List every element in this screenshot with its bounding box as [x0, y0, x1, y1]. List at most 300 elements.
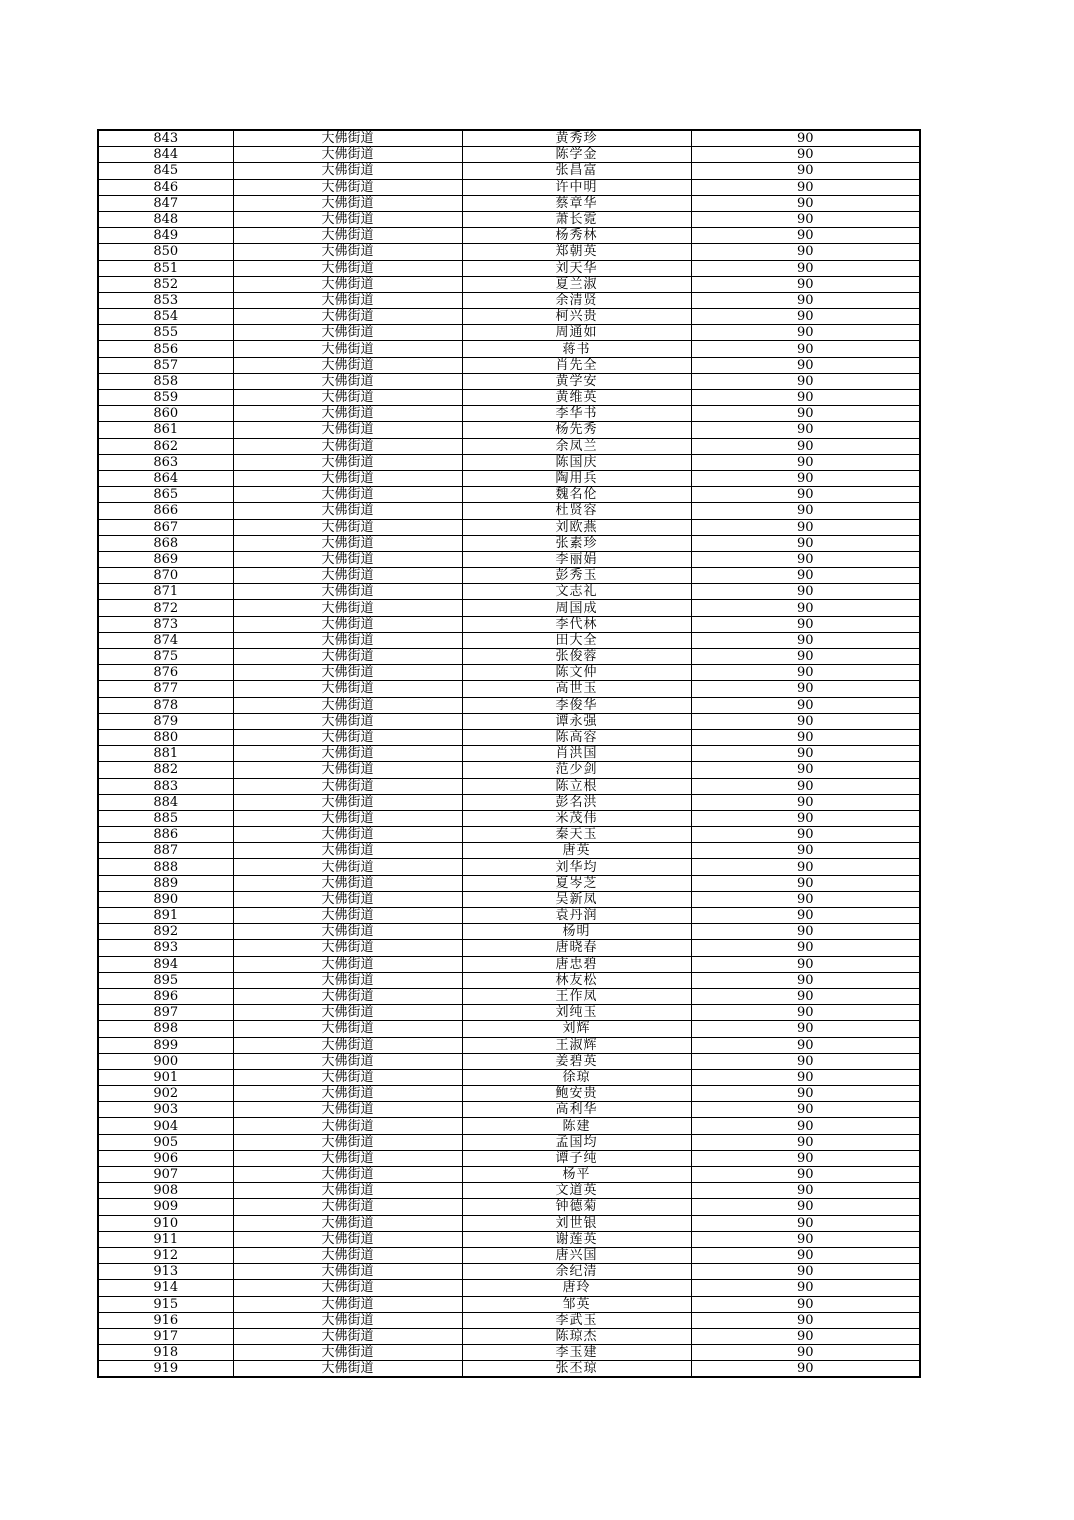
table-row [98, 1053, 920, 1069]
amount-cell: 90 [691, 875, 920, 891]
name-cell: 周通如 [462, 325, 691, 341]
amount-cell: 90 [691, 535, 920, 551]
table-row [98, 1361, 920, 1378]
street-cell: 大佛街道 [233, 195, 462, 211]
table-row [98, 373, 920, 389]
row-number-cell: 892 [98, 924, 233, 940]
name-cell: 徐琼 [462, 1069, 691, 1085]
row-number-cell: 857 [98, 357, 233, 373]
name-cell: 秦天玉 [462, 827, 691, 843]
amount-cell: 90 [691, 1345, 920, 1361]
street-cell: 大佛街道 [233, 616, 462, 632]
street-cell: 大佛街道 [233, 390, 462, 406]
row-number-cell: 907 [98, 1167, 233, 1183]
street-cell: 大佛街道 [233, 1086, 462, 1102]
name-cell: 陈琼杰 [462, 1328, 691, 1344]
row-number-cell: 849 [98, 228, 233, 244]
table-row [98, 1086, 920, 1102]
name-cell: 张素珍 [462, 535, 691, 551]
row-number-cell: 915 [98, 1296, 233, 1312]
table-row [98, 584, 920, 600]
amount-cell: 90 [691, 1086, 920, 1102]
name-cell: 黄学安 [462, 373, 691, 389]
table-row [98, 1005, 920, 1021]
name-cell: 张丕琼 [462, 1361, 691, 1378]
amount-cell: 90 [691, 260, 920, 276]
row-number-cell: 910 [98, 1215, 233, 1231]
street-cell: 大佛街道 [233, 762, 462, 778]
amount-cell: 90 [691, 584, 920, 600]
table-row [98, 843, 920, 859]
street-cell: 大佛街道 [233, 325, 462, 341]
street-cell: 大佛街道 [233, 179, 462, 195]
name-cell: 李俊华 [462, 697, 691, 713]
table-row [98, 1215, 920, 1231]
row-number-cell: 856 [98, 341, 233, 357]
row-number-cell: 881 [98, 746, 233, 762]
name-cell: 李华书 [462, 406, 691, 422]
name-cell: 周国成 [462, 600, 691, 616]
amount-cell: 90 [691, 276, 920, 292]
street-cell: 大佛街道 [233, 940, 462, 956]
street-cell: 大佛街道 [233, 551, 462, 567]
row-number-cell: 847 [98, 195, 233, 211]
row-number-cell: 876 [98, 665, 233, 681]
street-cell: 大佛街道 [233, 1037, 462, 1053]
name-cell: 王淑辉 [462, 1037, 691, 1053]
amount-cell: 90 [691, 470, 920, 486]
row-number-cell: 865 [98, 487, 233, 503]
table-row [98, 487, 920, 503]
row-number-cell: 916 [98, 1312, 233, 1328]
table-row [98, 551, 920, 567]
street-cell: 大佛街道 [233, 357, 462, 373]
row-number-cell: 846 [98, 179, 233, 195]
name-cell: 杨先秀 [462, 422, 691, 438]
name-cell: 唐晓春 [462, 940, 691, 956]
roster-table [97, 129, 921, 1378]
amount-cell: 90 [691, 924, 920, 940]
amount-cell: 90 [691, 454, 920, 470]
row-number-cell: 909 [98, 1199, 233, 1215]
amount-cell: 90 [691, 390, 920, 406]
table-row [98, 535, 920, 551]
row-number-cell: 862 [98, 438, 233, 454]
amount-cell: 90 [691, 843, 920, 859]
table-row [98, 1312, 920, 1328]
name-cell: 钟德菊 [462, 1199, 691, 1215]
row-number-cell: 882 [98, 762, 233, 778]
table-row [98, 503, 920, 519]
name-cell: 陈学金 [462, 147, 691, 163]
name-cell: 姜碧英 [462, 1053, 691, 1069]
row-number-cell: 888 [98, 859, 233, 875]
table-row [98, 908, 920, 924]
name-cell: 刘华均 [462, 859, 691, 875]
street-cell: 大佛街道 [233, 1215, 462, 1231]
row-number-cell: 912 [98, 1247, 233, 1263]
row-number-cell: 913 [98, 1264, 233, 1280]
amount-cell: 90 [691, 519, 920, 535]
table-row [98, 1328, 920, 1344]
row-number-cell: 869 [98, 551, 233, 567]
row-number-cell: 860 [98, 406, 233, 422]
name-cell: 张昌富 [462, 163, 691, 179]
table-row [98, 600, 920, 616]
row-number-cell: 879 [98, 713, 233, 729]
row-number-cell: 870 [98, 568, 233, 584]
amount-cell: 90 [691, 956, 920, 972]
name-cell: 陈高容 [462, 729, 691, 745]
street-cell: 大佛街道 [233, 309, 462, 325]
street-cell: 大佛街道 [233, 891, 462, 907]
table-row [98, 616, 920, 632]
name-cell: 余纪清 [462, 1264, 691, 1280]
name-cell: 杜贤容 [462, 503, 691, 519]
name-cell: 蒋书 [462, 341, 691, 357]
name-cell: 杨平 [462, 1167, 691, 1183]
amount-cell: 90 [691, 1231, 920, 1247]
name-cell: 谭子纯 [462, 1150, 691, 1166]
amount-cell: 90 [691, 228, 920, 244]
row-number-cell: 914 [98, 1280, 233, 1296]
amount-cell: 90 [691, 147, 920, 163]
amount-cell: 90 [691, 406, 920, 422]
row-number-cell: 885 [98, 810, 233, 826]
name-cell: 陈文仲 [462, 665, 691, 681]
row-number-cell: 900 [98, 1053, 233, 1069]
name-cell: 陈立根 [462, 778, 691, 794]
street-cell: 大佛街道 [233, 454, 462, 470]
table-row [98, 130, 920, 147]
row-number-cell: 906 [98, 1150, 233, 1166]
name-cell: 余凤兰 [462, 438, 691, 454]
amount-cell: 90 [691, 1069, 920, 1085]
street-cell: 大佛街道 [233, 1005, 462, 1021]
row-number-cell: 896 [98, 988, 233, 1004]
row-number-cell: 850 [98, 244, 233, 260]
street-cell: 大佛街道 [233, 875, 462, 891]
name-cell: 刘纯玉 [462, 1005, 691, 1021]
amount-cell: 90 [691, 1005, 920, 1021]
table-row [98, 276, 920, 292]
amount-cell: 90 [691, 1247, 920, 1263]
street-cell: 大佛街道 [233, 422, 462, 438]
street-cell: 大佛街道 [233, 438, 462, 454]
amount-cell: 90 [691, 632, 920, 648]
row-number-cell: 864 [98, 470, 233, 486]
table-row [98, 1021, 920, 1037]
amount-cell: 90 [691, 600, 920, 616]
street-cell: 大佛街道 [233, 665, 462, 681]
name-cell: 唐英 [462, 843, 691, 859]
name-cell: 魏名伦 [462, 487, 691, 503]
row-number-cell: 908 [98, 1183, 233, 1199]
street-cell: 大佛街道 [233, 924, 462, 940]
name-cell: 鲍安贵 [462, 1086, 691, 1102]
row-number-cell: 883 [98, 778, 233, 794]
name-cell: 李丽娟 [462, 551, 691, 567]
street-cell: 大佛街道 [233, 1021, 462, 1037]
row-number-cell: 904 [98, 1118, 233, 1134]
street-cell: 大佛街道 [233, 649, 462, 665]
table-row [98, 568, 920, 584]
street-cell: 大佛街道 [233, 697, 462, 713]
table-row [98, 940, 920, 956]
name-cell: 陶用兵 [462, 470, 691, 486]
table-row [98, 1264, 920, 1280]
amount-cell: 90 [691, 551, 920, 567]
row-number-cell: 890 [98, 891, 233, 907]
table-row [98, 228, 920, 244]
table-row [98, 891, 920, 907]
name-cell: 李代林 [462, 616, 691, 632]
street-cell: 大佛街道 [233, 406, 462, 422]
row-number-cell: 867 [98, 519, 233, 535]
row-number-cell: 844 [98, 147, 233, 163]
amount-cell: 90 [691, 1150, 920, 1166]
table-row [98, 1183, 920, 1199]
row-number-cell: 859 [98, 390, 233, 406]
roster-table-body [98, 130, 920, 1377]
amount-cell: 90 [691, 859, 920, 875]
table-row [98, 244, 920, 260]
table-row [98, 438, 920, 454]
amount-cell: 90 [691, 665, 920, 681]
street-cell: 大佛街道 [233, 163, 462, 179]
street-cell: 大佛街道 [233, 211, 462, 227]
table-row [98, 1037, 920, 1053]
name-cell: 邹英 [462, 1296, 691, 1312]
amount-cell: 90 [691, 487, 920, 503]
name-cell: 夏兰淑 [462, 276, 691, 292]
street-cell: 大佛街道 [233, 843, 462, 859]
row-number-cell: 875 [98, 649, 233, 665]
amount-cell: 90 [691, 1167, 920, 1183]
table-row [98, 1280, 920, 1296]
amount-cell: 90 [691, 616, 920, 632]
street-cell: 大佛街道 [233, 729, 462, 745]
table-row [98, 1069, 920, 1085]
amount-cell: 90 [691, 1021, 920, 1037]
street-cell: 大佛街道 [233, 470, 462, 486]
amount-cell: 90 [691, 357, 920, 373]
row-number-cell: 919 [98, 1361, 233, 1378]
amount-cell: 90 [691, 130, 920, 147]
amount-cell: 90 [691, 292, 920, 308]
street-cell: 大佛街道 [233, 276, 462, 292]
table-row [98, 147, 920, 163]
name-cell: 李武玉 [462, 1312, 691, 1328]
amount-cell: 90 [691, 1134, 920, 1150]
name-cell: 高利华 [462, 1102, 691, 1118]
name-cell: 袁丹润 [462, 908, 691, 924]
table-row [98, 470, 920, 486]
table-row [98, 454, 920, 470]
table-row [98, 519, 920, 535]
table-row [98, 211, 920, 227]
table-row [98, 341, 920, 357]
table-row [98, 1296, 920, 1312]
amount-cell: 90 [691, 810, 920, 826]
name-cell: 杨明 [462, 924, 691, 940]
name-cell: 吴新凤 [462, 891, 691, 907]
row-number-cell: 891 [98, 908, 233, 924]
name-cell: 王作凤 [462, 988, 691, 1004]
amount-cell: 90 [691, 422, 920, 438]
amount-cell: 90 [691, 503, 920, 519]
table-row [98, 1134, 920, 1150]
amount-cell: 90 [691, 1183, 920, 1199]
table-row [98, 1345, 920, 1361]
street-cell: 大佛街道 [233, 810, 462, 826]
street-cell: 大佛街道 [233, 681, 462, 697]
street-cell: 大佛街道 [233, 584, 462, 600]
table-row [98, 827, 920, 843]
name-cell: 许中明 [462, 179, 691, 195]
amount-cell: 90 [691, 244, 920, 260]
name-cell: 夏岑芝 [462, 875, 691, 891]
table-row [98, 260, 920, 276]
name-cell: 高世玉 [462, 681, 691, 697]
amount-cell: 90 [691, 1037, 920, 1053]
name-cell: 米茂伟 [462, 810, 691, 826]
table-row [98, 195, 920, 211]
amount-cell: 90 [691, 1280, 920, 1296]
amount-cell: 90 [691, 972, 920, 988]
street-cell: 大佛街道 [233, 1247, 462, 1263]
amount-cell: 90 [691, 778, 920, 794]
street-cell: 大佛街道 [233, 1264, 462, 1280]
row-number-cell: 905 [98, 1134, 233, 1150]
table-row [98, 1118, 920, 1134]
row-number-cell: 852 [98, 276, 233, 292]
row-number-cell: 902 [98, 1086, 233, 1102]
street-cell: 大佛街道 [233, 519, 462, 535]
name-cell: 刘欧燕 [462, 519, 691, 535]
table-row [98, 357, 920, 373]
street-cell: 大佛街道 [233, 535, 462, 551]
street-cell: 大佛街道 [233, 1328, 462, 1344]
name-cell: 黄维英 [462, 390, 691, 406]
row-number-cell: 855 [98, 325, 233, 341]
street-cell: 大佛街道 [233, 778, 462, 794]
row-number-cell: 874 [98, 632, 233, 648]
street-cell: 大佛街道 [233, 1150, 462, 1166]
row-number-cell: 878 [98, 697, 233, 713]
name-cell: 谭永强 [462, 713, 691, 729]
amount-cell: 90 [691, 373, 920, 389]
table-row [98, 988, 920, 1004]
amount-cell: 90 [691, 325, 920, 341]
street-cell: 大佛街道 [233, 503, 462, 519]
row-number-cell: 894 [98, 956, 233, 972]
name-cell: 李玉建 [462, 1345, 691, 1361]
row-number-cell: 899 [98, 1037, 233, 1053]
row-number-cell: 863 [98, 454, 233, 470]
table-row [98, 778, 920, 794]
amount-cell: 90 [691, 1102, 920, 1118]
row-number-cell: 903 [98, 1102, 233, 1118]
name-cell: 唐兴国 [462, 1247, 691, 1263]
table-row [98, 292, 920, 308]
name-cell: 黄秀珍 [462, 130, 691, 147]
table-row [98, 924, 920, 940]
row-number-cell: 873 [98, 616, 233, 632]
name-cell: 林友松 [462, 972, 691, 988]
street-cell: 大佛街道 [233, 1134, 462, 1150]
street-cell: 大佛街道 [233, 827, 462, 843]
street-cell: 大佛街道 [233, 1053, 462, 1069]
amount-cell: 90 [691, 697, 920, 713]
row-number-cell: 887 [98, 843, 233, 859]
table-row [98, 649, 920, 665]
amount-cell: 90 [691, 891, 920, 907]
row-number-cell: 868 [98, 535, 233, 551]
row-number-cell: 853 [98, 292, 233, 308]
name-cell: 张俊蓉 [462, 649, 691, 665]
row-number-cell: 889 [98, 875, 233, 891]
name-cell: 唐忠碧 [462, 956, 691, 972]
amount-cell: 90 [691, 1264, 920, 1280]
table-row [98, 632, 920, 648]
street-cell: 大佛街道 [233, 1167, 462, 1183]
name-cell: 杨秀林 [462, 228, 691, 244]
name-cell: 唐玲 [462, 1280, 691, 1296]
name-cell: 彭名洪 [462, 794, 691, 810]
name-cell: 余清贤 [462, 292, 691, 308]
row-number-cell: 884 [98, 794, 233, 810]
table-row [98, 697, 920, 713]
table-row [98, 325, 920, 341]
street-cell: 大佛街道 [233, 632, 462, 648]
amount-cell: 90 [691, 1118, 920, 1134]
table-row [98, 1167, 920, 1183]
amount-cell: 90 [691, 649, 920, 665]
name-cell: 田大全 [462, 632, 691, 648]
street-cell: 大佛街道 [233, 794, 462, 810]
row-number-cell: 872 [98, 600, 233, 616]
table-row [98, 762, 920, 778]
amount-cell: 90 [691, 940, 920, 956]
table-row [98, 681, 920, 697]
row-number-cell: 897 [98, 1005, 233, 1021]
row-number-cell: 854 [98, 309, 233, 325]
street-cell: 大佛街道 [233, 487, 462, 503]
row-number-cell: 866 [98, 503, 233, 519]
row-number-cell: 851 [98, 260, 233, 276]
name-cell: 范少剑 [462, 762, 691, 778]
row-number-cell: 901 [98, 1069, 233, 1085]
street-cell: 大佛街道 [233, 130, 462, 147]
row-number-cell: 861 [98, 422, 233, 438]
street-cell: 大佛街道 [233, 1312, 462, 1328]
table-row [98, 972, 920, 988]
table-row [98, 810, 920, 826]
row-number-cell: 917 [98, 1328, 233, 1344]
table-row [98, 390, 920, 406]
street-cell: 大佛街道 [233, 600, 462, 616]
row-number-cell: 877 [98, 681, 233, 697]
street-cell: 大佛街道 [233, 292, 462, 308]
name-cell: 刘天华 [462, 260, 691, 276]
street-cell: 大佛街道 [233, 1199, 462, 1215]
row-number-cell: 845 [98, 163, 233, 179]
table-row [98, 859, 920, 875]
street-cell: 大佛街道 [233, 1231, 462, 1247]
street-cell: 大佛街道 [233, 228, 462, 244]
row-number-cell: 858 [98, 373, 233, 389]
